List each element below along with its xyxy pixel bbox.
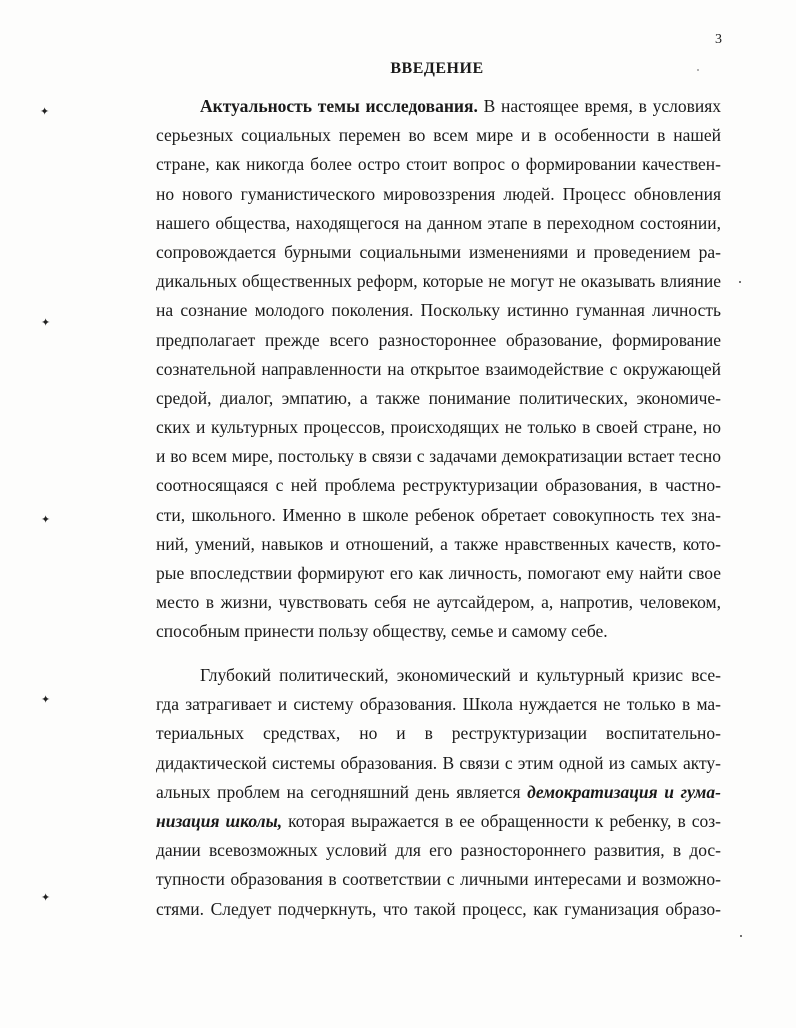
paragraph-line: способным принести пользу обществу, семье и самому себе.	[156, 621, 608, 642]
paragraph-line: соотносящаяся с ней проблема реструктуризации образования, в частно-	[156, 475, 721, 496]
scan-speck	[697, 69, 699, 71]
paragraph-relevance	[156, 92, 721, 647]
paragraph-line: териальных средствах, но и в реструктуризации воспитательно-	[156, 723, 721, 744]
paragraph-line: дикальных общественных реформ, которые не могут не оказывать влияние	[156, 271, 721, 292]
paragraph-line: стране, как никогда более остро стоит вопрос о формировании качествен-	[156, 154, 721, 175]
paragraph-line: рые впоследствии формируют его как личность, помогают ему найти свое	[156, 563, 721, 583]
scan-mark: ✦	[40, 106, 50, 118]
paragraph-line: дидактической системы образования. В связи с этим одной из самых акту-	[156, 752, 721, 773]
paragraph-line: сти, школьного. Именно в школе ребенок обретает совокупность тех зна-	[156, 504, 721, 525]
paragraph-text: В настоящее время, в условиях	[477, 96, 722, 116]
scan-mark: ✦	[41, 892, 51, 904]
emphasis-text: низация школы,	[156, 810, 283, 831]
paragraph-line: Глубокий политический, экономический и культурный кризис все-	[200, 665, 721, 685]
paragraph-line: на сознание молодого поколения. Поскольку истинно гуманная личность	[156, 300, 721, 321]
page-number: 3	[715, 32, 722, 47]
paragraph-text: которая выражается в ее обращенности к ребенку, в соз-	[282, 810, 721, 831]
paragraph-text: альных проблем на сегодняшний день является	[156, 781, 528, 802]
paragraph-line: нашего общества, находящегося на данном этапе в переходном состоянии,	[156, 212, 721, 233]
paragraph-line: предполагает прежде всего разностороннее образование, формирование	[156, 329, 721, 350]
relevance-heading: Актуальность темы исследования.	[200, 96, 478, 116]
paragraph-line: средой, диалог, эмпатию, а также понимание политических, экономиче-	[156, 387, 721, 408]
paragraph-line: стями. Следует подчеркнуть, что такой процесс, как гуманизация образо-	[156, 898, 721, 919]
scan-mark: ✦	[41, 317, 51, 329]
scan-mark: ✦	[41, 514, 51, 526]
scan-speck	[740, 935, 742, 937]
paragraph-line: дании всевозможных условий для его разностороннего развития, в дос-	[156, 840, 721, 861]
paragraph-line	[156, 807, 721, 836]
paragraph-line: и во всем мире, постольку в связи с задачами демократизации встает тесно	[156, 446, 721, 467]
paragraph-line: серьезных социальных перемен во всем мире и в особенности в нашей	[156, 125, 721, 146]
paragraph-line: сопровождается бурными социальными изменениями и проведением ра-	[156, 241, 721, 262]
paragraph-line: ний, умений, навыков и отношений, а также нравственных качеств, кото-	[156, 533, 721, 554]
paragraph-line: сознательной направленности на открытое взаимодействие с окружающей	[156, 358, 721, 379]
section-title: ВВЕДЕНИЕ	[390, 60, 484, 77]
paragraph-line: тупности образования в соответствии с личными интересами и возможно-	[156, 869, 721, 890]
paragraph-line: гда затрагивает и систему образования. Школа нуждается не только в ма-	[156, 694, 721, 715]
paragraph-line: но нового гуманистического мировоззрения людей. Процесс обновления	[156, 183, 721, 204]
emphasis-text: демократизация и гума-	[527, 781, 721, 802]
paragraph-line: место в жизни, чувствовать себя не аутсайдером, а, напротив, человеком,	[156, 592, 721, 613]
paragraph-line	[156, 778, 721, 807]
paragraph-line	[156, 92, 721, 121]
scan-speck	[739, 281, 741, 283]
scan-mark: ✦	[41, 694, 51, 706]
paragraph-line: ских и культурных процессов, происходящих не только в своей стране, но	[156, 417, 721, 438]
paragraph-crisis	[156, 661, 721, 924]
